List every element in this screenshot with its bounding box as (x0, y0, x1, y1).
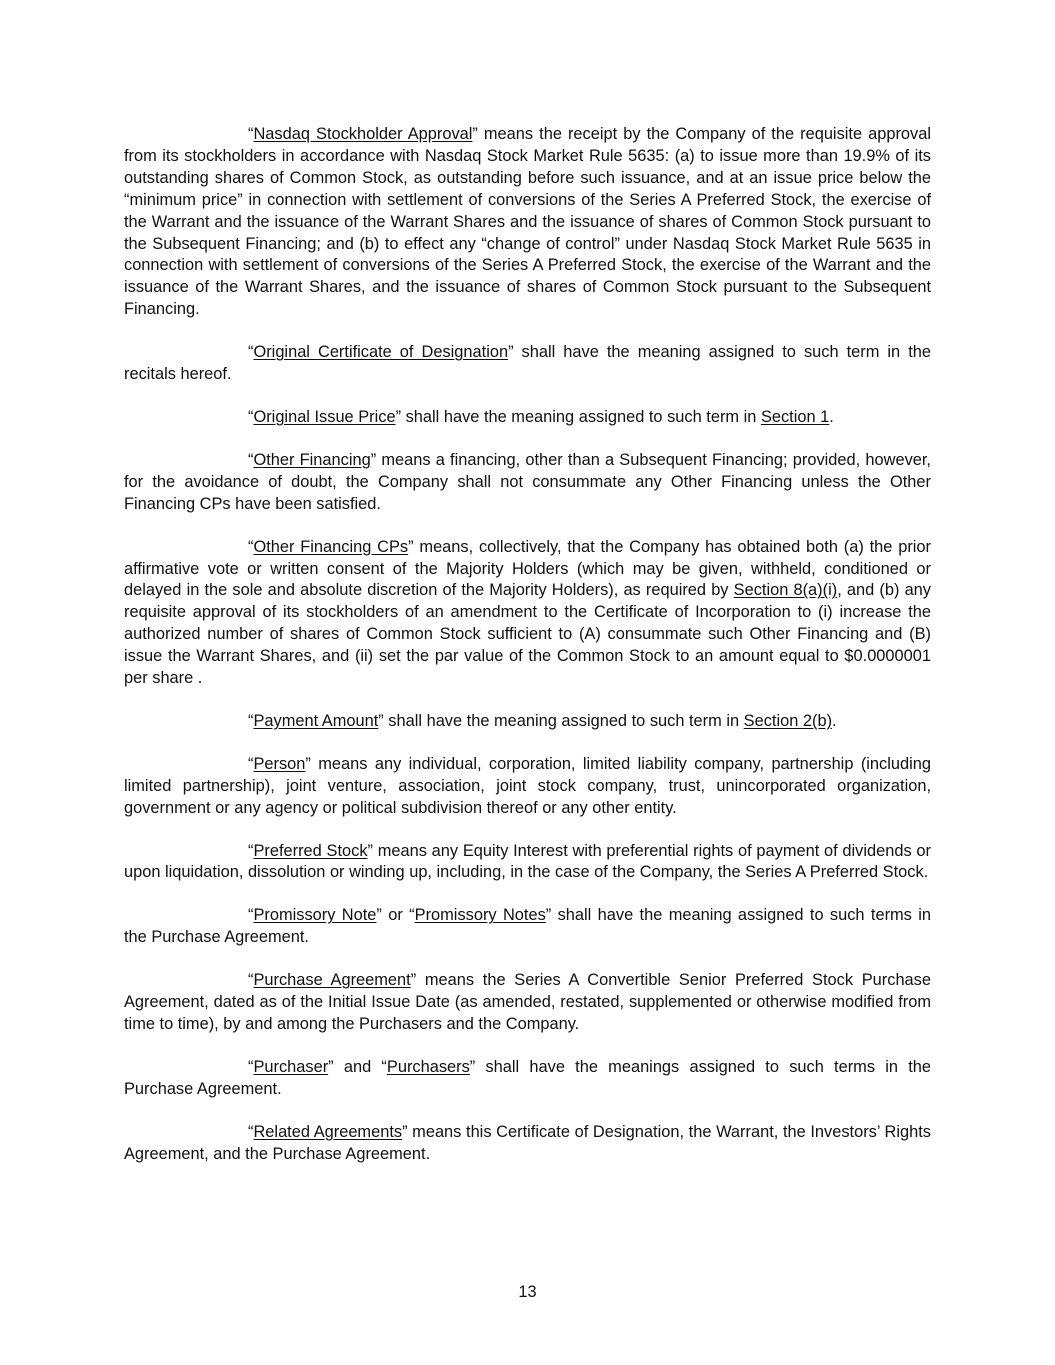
definition-text: ” shall have the meanings assigned to such terms in the Purchase Agreement. (124, 1057, 932, 1098)
definition-promissory-note: “Promissory Note” or “Promissory Notes” shall have the meaning assigned to such terms in the Purchase Agreement. (124, 906, 931, 947)
defined-term: Nasdaq Stockholder Approval (253, 125, 473, 143)
definition-other-financing-cps: “Other Financing CPs” means, collectively, that the Company has obtained both (a) the prior affirmative vote or written consent of the Majority Holders (which may be given, withheld, conditioned or delayed in the sole and absolute discretion of the Majority Holders), as required by Section 8(a)(i), and (b) any requisite approval of its stockholders of an amendment to the Certificate of Incorporation to (i) increase the authorized number of shares of Common Stock sufficient to (A) consummate such Other Financing and (B) issue the Warrant Shares, and (ii) set the par value of the Common Stock to an amount equal to $0.0000001 per share . (124, 537, 932, 688)
definition-text: ” means, collectively, that the Company has obtained both (a) the prior affirmative vote or written consent of the Majority Holders (which may be given, withheld, conditioned or delayed in the sole and absolute discretion of the Majority Holders), as required by (124, 537, 932, 600)
definition-purchase-agreement: “Purchase Agreement” means the Series A Convertible Senior Preferred Stock Purchase Agreement, dated as of the Initial Issue Date (as amended, restated, supplemented or otherwise modified from time to time), by and among the Purchasers and the Company. (124, 971, 931, 1033)
defined-term: Promissory Notes (414, 906, 546, 925)
definition-other-financing: “Other Financing” means a financing, other than a Subsequent Financing; provided, however, for the avoidance of doubt, the Company shall not consummate any Other Financing unless the Other Financing CPs have been satisfied. (124, 450, 931, 513)
definition-related-agreements: “Related Agreements” means this Certificate of Designation, the Warrant, the Investors’ Rights Agreement, and the Purchase Agreement. (124, 1122, 932, 1163)
defined-term: Purchaser (253, 1057, 329, 1076)
definition-text: ” means the receipt by the Company of the requisite approval from its stockholders in accordance with Nasdaq Stock Market Rule 5635: (a) to issue more than 19.9% of its outstanding shares of Common Stock, as outstanding before such issuance, and at an issue price below the “minimum price” in connection with settlement of conversions of the Series A Preferred Stock, the exercise of the Warrant and the issuance of the Warrant Shares and the issuance of shares of Common Stock pursuant to the Subsequent Financing; and (b) to effect any “change of control” under Nasdaq Stock Market Rule 5635 in connection with settlement of conversions of the Series A Preferred Stock, the exercise of the Warrant and the issuance of the Warrant Shares, and the issuance of shares of Common Stock pursuant to the Subsequent Financing. (124, 125, 932, 319)
definition-text: ” means any Equity Interest with preferential rights of payment of dividends or upon liquidation, dissolution or winding up, including, in the case of the Company, the Series A Preferred Stock. (124, 841, 931, 882)
defined-term: Preferred Stock (253, 841, 368, 860)
defined-term: Purchase Agreement (253, 971, 411, 990)
definition-purchaser: “Purchaser” and “Purchasers” shall have the meanings assigned to such terms in the Purchase Agreement. (124, 1057, 932, 1098)
definition-original-issue-price: “Original Issue Price” shall have the meaning assigned to such term in Section 1. (248, 407, 834, 426)
page-number: 13 (518, 1283, 537, 1301)
defined-term: Person (253, 754, 306, 773)
section-reference: Section 8(a)(i) (733, 581, 838, 600)
definition-text: ” means the Series A Convertible Senior Preferred Stock Purchase Agreement, dated as of the Initial Issue Date (as amended, restated, supplemented or otherwise modified from time to time), by and among the Purchasers and the Company. (124, 971, 931, 1033)
definition-text: ” means any individual, corporation, limited liability company, partnership (including limited partnership), joint venture, association, joint stock company, trust, unincorporated organization, government or any agency or political subdivision thereof or any other entity. (124, 754, 931, 817)
definition-text: ” shall have the meaning assigned to such term in (378, 711, 744, 730)
defined-term: Original Certificate of Designation (253, 343, 509, 362)
definition-text: ” means a financing, other than a Subsequent Financing; provided, however, for the avoidance of doubt, the Company shall not consummate any Other Financing unless the Other Financing CPs have been satisfied. (124, 450, 931, 513)
defined-term: Original Issue Price (253, 407, 396, 426)
definition-original-certificate-of-designation: “Original Certificate of Designation” shall have the meaning assigned to such term in the recitals hereof. (124, 343, 931, 384)
defined-term: Purchasers (386, 1057, 470, 1076)
definition-text: ” shall have the meaning assigned to such term in the recitals hereof. (124, 343, 931, 384)
document-page (124, 124, 931, 1187)
defined-term: Related Agreements (253, 1122, 403, 1141)
definition-text: ” means this Certificate of Designation, the Warrant, the Investors’ Rights Agreement, and the Purchase Agreement. (124, 1122, 932, 1163)
definition-text: ” shall have the meaning assigned to such terms in the Purchase Agreement. (124, 906, 931, 947)
definition-preferred-stock: “Preferred Stock” means any Equity Interest with preferential rights of payment of dividends or upon liquidation, dissolution or winding up, including, in the case of the Company, the Series A Preferred Stock. (124, 841, 931, 882)
section-reference: Section 2(b) (743, 711, 833, 730)
definition-text: ” shall have the meaning assigned to such term in (395, 407, 761, 426)
section-reference: Section 1 (760, 407, 830, 426)
defined-term: Promissory Note (253, 906, 377, 925)
defined-term: Other Financing (253, 450, 371, 469)
definition-person: “Person” means any individual, corporation, limited liability company, partnership (including limited partnership), joint venture, association, joint stock company, trust, unincorporated organization, government or any agency or political subdivision thereof or any other entity. (124, 754, 931, 817)
defined-term: Payment Amount (253, 711, 379, 730)
defined-term: Other Financing CPs (253, 537, 409, 556)
definition-nasdaq-stockholder-approval: “Nasdaq Stockholder Approval” means the receipt by the Company of the requisite approval from its stockholders in accordance with Nasdaq Stock Market Rule 5635: (a) to issue more than 19.9% of its outstanding shares of Common Stock, as outstanding before such issuance, and at an issue price below the “minimum price” in connection with settlement of conversions of the Series A Preferred Stock, the exercise of the Warrant and the issuance of the Warrant Shares and the issuance of shares of Common Stock pursuant to the Subsequent Financing; and (b) to effect any “change of control” under Nasdaq Stock Market Rule 5635 in connection with settlement of conversions of the Series A Preferred Stock, the exercise of the Warrant and the issuance of the Warrant Shares, and the issuance of shares of Common Stock pursuant to the Subsequent Financing. (124, 125, 932, 319)
definition-payment-amount: “Payment Amount” shall have the meaning assigned to such term in Section 2(b). (248, 711, 837, 730)
